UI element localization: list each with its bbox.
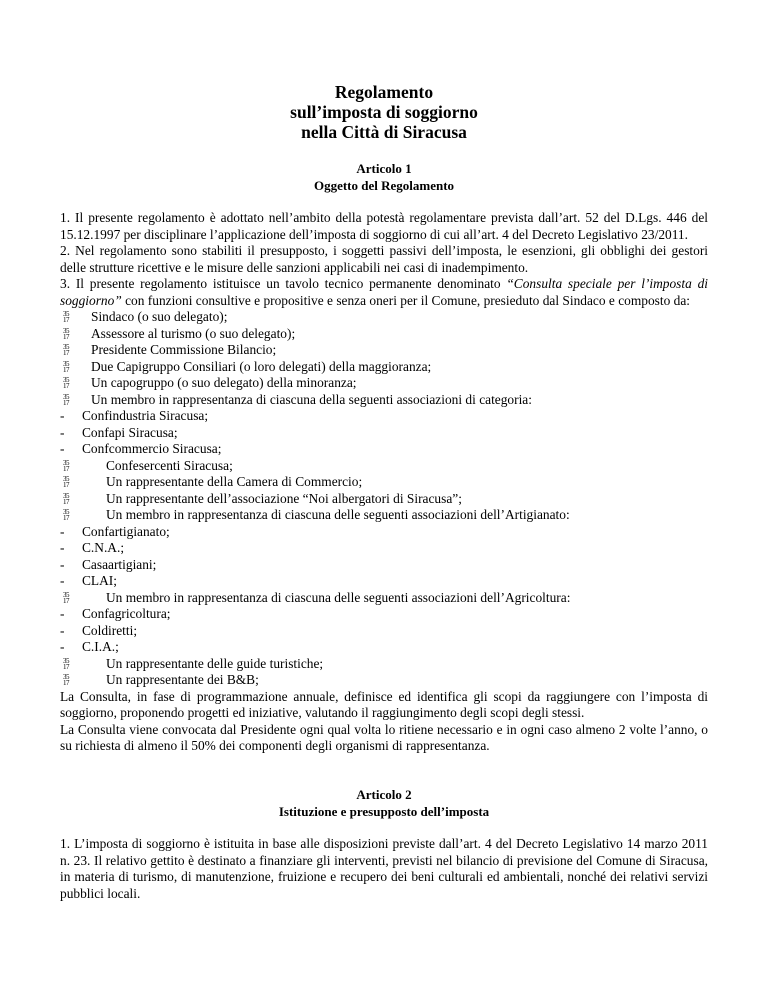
bullet-marker-bottom: 17 (63, 662, 69, 671)
list-item (60, 656, 708, 673)
bullet-marker-top: 35 (63, 508, 69, 516)
list-item-text: Un rappresentante dei B&B; (106, 672, 259, 687)
bullet-marker (60, 509, 72, 521)
bullet-marker-bottom: 17 (63, 332, 69, 341)
article-1-paragraph-3 (60, 276, 708, 309)
dash-marker: - (60, 408, 65, 423)
list-item-text: Confagricoltura; (82, 606, 171, 621)
consulta-name: “Consulta speciale per l’imposta di soggiorno” (60, 276, 708, 308)
article-2-heading: Istituzione e presupposto dell’imposta (278, 803, 490, 819)
bullet-marker (60, 311, 72, 323)
bullet-marker-bottom: 17 (63, 679, 69, 687)
article-2-body (60, 836, 708, 902)
bullet-marker-top: 35 (63, 673, 69, 681)
list-item (60, 474, 708, 491)
list-item-text: Sindaco (o suo delegato); (91, 309, 228, 324)
dash-marker: - (60, 540, 65, 555)
list-item-text: Un capogruppo (o suo delegato) della minoranza; (91, 375, 357, 390)
article-1-paragraph-1: 1. Il presente regolamento è adottato nell’ambito della potestà regolamentare prevista dall’art. 52 del D.Lgs. 446 del 15.12.1997 per disciplinare l’applicazione dell’imposta di soggiorno di cui all’art. 4 del Decreto Legislativo 23/2011. (60, 210, 708, 242)
list-item (60, 606, 708, 623)
bullet-marker-bottom: 17 (63, 481, 69, 489)
list-item-text: Un membro in rappresentanza di ciascuna delle seguenti associazioni dell’Artigianato: (106, 507, 570, 522)
list-item (60, 524, 708, 541)
dash-marker: - (60, 622, 65, 638)
bullet-marker (60, 460, 72, 472)
list-item-text: Confcommercio Siracusa; (82, 441, 222, 456)
article-1-number: Articolo 1 (356, 161, 412, 176)
bullet-marker-bottom: 17 (63, 596, 69, 605)
bullet-marker-top: 35 (63, 491, 69, 500)
bullet-marker (60, 328, 72, 340)
list-item-text: Un membro in rappresentanza di ciascuna delle seguenti associazioni dell’Agricoltura: (106, 589, 571, 605)
bullet-marker-top: 35 (63, 359, 69, 368)
article-1-paragraph-2: 2. Nel regolamento sono stabiliti il presupposto, i soggetti passivi dell’imposta, le esenzioni, gli obblighi dei gestori delle strutture ricettive e le misure delle sanzioni applicabili nei casi di inadempimento. (60, 243, 708, 275)
bullet-marker (60, 592, 72, 604)
list-item (60, 441, 708, 458)
title-line-1: Regolamento (334, 82, 434, 102)
list-item-text: Un rappresentante della Camera di Commercio; (106, 474, 363, 489)
list-item (60, 672, 708, 689)
paragraph-3-text-end: con funzioni consultive e propositive e senza oneri per il Comune, presieduto dal Sindaco e composto da: (121, 292, 690, 308)
list-item-text: Coldiretti; (82, 622, 138, 638)
list-item (60, 392, 708, 409)
article-2-header (0, 787, 768, 820)
dash-marker: - (60, 606, 65, 621)
list-item-text: Confesercenti Siracusa; (106, 457, 233, 473)
list-item (60, 425, 708, 442)
bullet-marker-top: 35 (63, 343, 69, 351)
bullet-marker (60, 493, 72, 505)
bullet-marker-top: 35 (63, 475, 69, 483)
article-1-paragraph-4: La Consulta, in fase di programmazione annuale, definisce ed identifica gli scopi da raggiungere con l’imposta di soggiorno, proponendo progetti ed iniziative, valutando il raggiungimento degli scopi degli stessi. (60, 688, 708, 720)
list-item-text: Confartigianato; (82, 523, 170, 539)
list-item-text: Un membro in rappresentanza di ciascuna della seguenti associazioni di categoria: (91, 391, 532, 407)
list-item-text: Casaartigiani; (82, 556, 157, 572)
bullet-marker (60, 674, 72, 686)
bullet-marker-bottom: 17 (63, 514, 69, 522)
list-item (60, 491, 708, 508)
list-item (60, 342, 708, 359)
bullet-marker-bottom: 17 (63, 382, 69, 390)
list-item (60, 326, 708, 343)
list-item (60, 557, 708, 574)
bullet-marker-bottom: 17 (63, 349, 69, 357)
bullet-marker (60, 658, 72, 670)
article-2-number: Articolo 2 (356, 787, 412, 802)
article-1-body (60, 210, 708, 755)
list-item-text: Confapi Siracusa; (82, 424, 178, 440)
article-1-header (0, 161, 768, 194)
list-item (60, 359, 708, 376)
bullet-marker-bottom: 17 (63, 398, 69, 407)
list-item (60, 458, 708, 475)
list-item-text: Confindustria Siracusa; (82, 408, 209, 423)
dash-marker: - (60, 523, 65, 539)
list-item-text: Assessore al turismo (o suo delegato); (91, 325, 296, 341)
list-item (60, 623, 708, 640)
list-item-text: Un rappresentante delle guide turistiche; (106, 655, 324, 671)
bullet-marker-bottom: 17 (63, 316, 69, 324)
bullet-marker (60, 476, 72, 488)
bullet-marker (60, 344, 72, 356)
bullet-marker-bottom: 17 (63, 365, 69, 374)
bullet-marker-top: 35 (63, 376, 69, 384)
list-item (60, 309, 708, 326)
list-item-text: Due Capigruppo Consiliari (o loro delegati) della maggioranza; (91, 358, 432, 374)
list-item (60, 639, 708, 656)
dash-marker: - (60, 424, 65, 440)
document-title (0, 82, 768, 142)
list-item (60, 375, 708, 392)
article-2-paragraph-1: 1. L’imposta di soggiorno è istituita in base alle disposizioni previste dall’art. 4 del Decreto Legislativo 14 marzo 2011 n. 23. Il relativo gettito è destinato a finanziare gli interventi, previsti nel bilancio di previsione del Comune di Siracusa, in materia di turismo, di manutenzione, fruizione e recupero dei beni culturali ed ambientali, nonché dei relativi servizi pubblici locali. (60, 836, 708, 901)
list-item (60, 507, 708, 524)
bullet-marker-bottom: 17 (63, 464, 69, 473)
bullet-marker-top: 35 (63, 310, 69, 318)
list-item (60, 590, 708, 607)
list-item (60, 540, 708, 557)
list-item-text: C.N.A.; (82, 540, 125, 555)
bullet-marker-top: 35 (63, 656, 69, 665)
list-item-text: Un rappresentante dell’associazione “Noi albergatori di Siracusa”; (106, 490, 462, 506)
dash-marker: - (60, 556, 65, 572)
bullet-marker-bottom: 17 (63, 497, 69, 506)
bullet-marker (60, 394, 72, 406)
bullet-marker-top: 35 (63, 326, 69, 335)
bullet-marker (60, 377, 72, 389)
dash-marker: - (60, 441, 65, 456)
bullet-marker-top: 35 (63, 458, 69, 467)
bullet-marker (60, 361, 72, 373)
paragraph-3-text-start: 3. Il presente regolamento istituisce un tavolo tecnico permanente denominato (60, 276, 507, 291)
title-line-3: nella Città di Siracusa (301, 122, 467, 142)
dash-marker: - (60, 639, 65, 654)
article-1-paragraph-5: La Consulta viene convocata dal Presidente ogni qual volta lo ritiene necessario e in ogni caso almeno 2 volte l’anno, o su richiesta di almeno il 50% dei componenti degli organismi di rappresentanza. (60, 721, 708, 753)
bullet-marker-top: 35 (63, 392, 69, 401)
title-line-2: sull’imposta di soggiorno (290, 102, 478, 122)
list-item-text: C.I.A.; (82, 639, 119, 654)
bullet-marker-top: 35 (63, 590, 69, 599)
article-1-heading: Oggetto del Regolamento (313, 177, 455, 193)
consulta-members-list (60, 309, 708, 689)
dash-marker: - (60, 573, 65, 588)
list-item-text: CLAI; (82, 573, 117, 588)
list-item-text: Presidente Commissione Bilancio; (91, 342, 277, 357)
list-item (60, 408, 708, 425)
list-item (60, 573, 708, 590)
